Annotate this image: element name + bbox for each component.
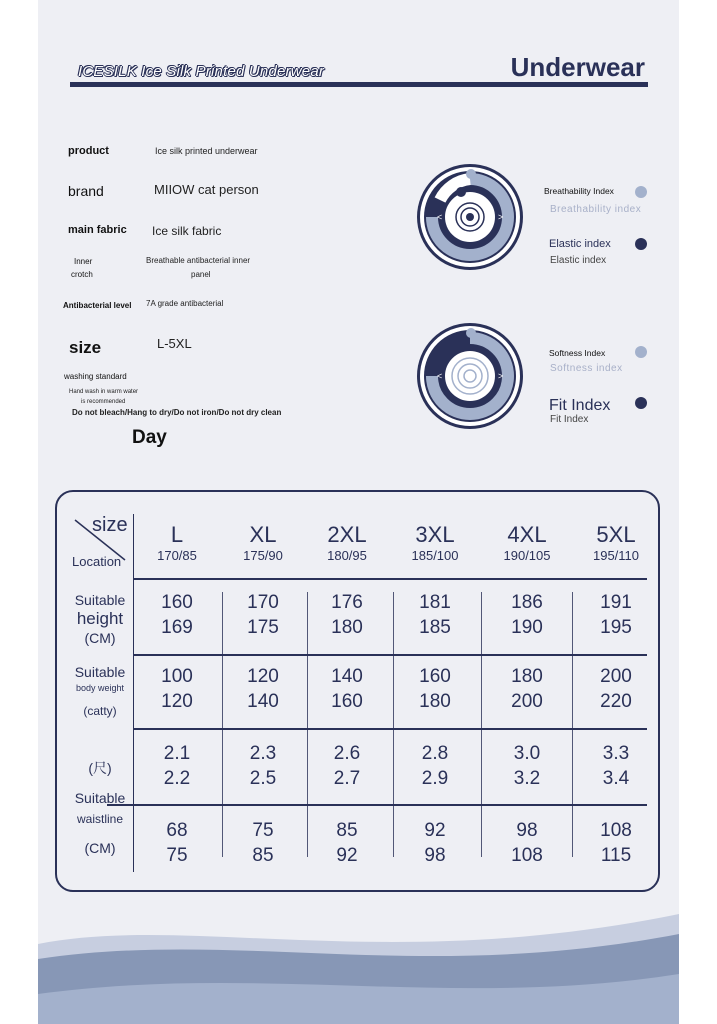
row-label-weight-3: (catty) xyxy=(83,704,117,718)
washing-label: washing standard xyxy=(64,372,127,381)
softness-dot xyxy=(635,346,647,358)
brand-value: MIIOW cat person xyxy=(154,182,259,197)
size-label: size xyxy=(69,338,102,357)
header-brand: Underwear xyxy=(510,52,645,82)
corner-size-label: size xyxy=(92,514,128,536)
table-cell: 200 220 xyxy=(600,666,632,712)
column-header-5xl xyxy=(576,522,656,563)
table-cell: 160 169 xyxy=(161,592,193,638)
table-cell: 3.0 3.2 xyxy=(513,743,541,789)
column-measure: 175/90 xyxy=(243,548,283,563)
column-size: L xyxy=(170,522,184,547)
crotch-value-2: panel xyxy=(191,270,211,279)
fit-dot xyxy=(635,397,647,409)
header-row-divider xyxy=(133,578,647,580)
breathability-elastic-dial-icon xyxy=(415,162,525,272)
table-cell: 186 190 xyxy=(511,592,543,638)
table-cell: 2.3 2.5 xyxy=(249,743,277,789)
header-divider xyxy=(70,82,648,87)
elastic-dot xyxy=(635,238,647,250)
washing-note-1: Hand wash in warm water xyxy=(69,389,139,395)
table-cell: 98 108 xyxy=(511,820,543,866)
breathability-index-label: Breathability Index xyxy=(544,186,614,196)
fit-index-label: Fit Index xyxy=(549,397,611,414)
svg-text:<: < xyxy=(437,212,443,222)
table-cell: 2.6 2.7 xyxy=(333,743,361,789)
table-cell: 170 175 xyxy=(247,592,279,638)
row-label-height-2: height xyxy=(76,609,124,628)
size-value: L-5XL xyxy=(157,336,192,351)
softness-ghost-label: Softness index xyxy=(550,363,623,374)
table-cell: 2.1 2.2 xyxy=(163,743,191,789)
row-divider-3 xyxy=(107,804,647,806)
antibacterial-value: 7A grade antibacterial xyxy=(146,299,224,308)
table-cell: 176 180 xyxy=(331,592,363,638)
row-label-waist-2: (CM) xyxy=(84,840,116,856)
column-divider xyxy=(572,592,573,857)
row-label-weight-1: Suitable xyxy=(74,664,126,680)
svg-text:>: > xyxy=(498,212,504,222)
elastic-ghost-label: Elastic index xyxy=(550,255,607,266)
column-divider xyxy=(481,592,482,857)
table-cell: 75 85 xyxy=(252,820,274,866)
washing-rules: Do not bleach/Hang to dry/Do not iron/Do not dry clean xyxy=(72,408,282,417)
table-cell: 191 195 xyxy=(600,592,632,638)
svg-text:>: > xyxy=(498,371,504,381)
column-measure: 195/110 xyxy=(592,548,640,563)
softness-fit-dial-icon xyxy=(415,321,525,431)
header-title: ICESILK Ice Silk Printed Underwear xyxy=(78,63,325,80)
fabric-value: Ice silk fabric xyxy=(152,224,222,238)
bottom-wave-decoration xyxy=(38,914,679,1024)
column-size: 4XL xyxy=(507,522,547,547)
table-cell: 140 160 xyxy=(331,666,363,712)
row-divider-2 xyxy=(133,728,647,730)
product-label: product xyxy=(68,145,109,157)
row-label-height-3: (CM) xyxy=(84,630,116,646)
crotch-value-1: Breathable antibacterial inner xyxy=(146,256,251,265)
column-header-xl xyxy=(223,522,303,563)
column-size: 5XL xyxy=(596,522,636,547)
row-label-waist-1: waistline xyxy=(76,812,124,826)
row-label-height-1: Suitable xyxy=(74,592,126,608)
column-size: 3XL xyxy=(415,522,455,547)
column-measure: 170/85 xyxy=(157,548,197,563)
softness-index-label: Softness Index xyxy=(549,348,606,358)
table-cell: 68 75 xyxy=(166,820,188,866)
table-cell: 2.8 2.9 xyxy=(421,743,449,789)
brand-label: brand xyxy=(68,183,104,199)
washing-note-2: is recommended xyxy=(81,399,126,405)
table-cell: 100 120 xyxy=(161,666,193,712)
breathability-ghost-label: Breathability index xyxy=(550,204,642,215)
table-cell: 3.3 3.4 xyxy=(602,743,630,789)
table-cell: 181 185 xyxy=(419,592,451,638)
column-measure: 190/105 xyxy=(503,548,551,563)
day-text: Day xyxy=(132,427,167,448)
table-cell: 160 180 xyxy=(419,666,451,712)
table-cell: 85 92 xyxy=(336,820,358,866)
table-cell: 108 115 xyxy=(600,820,632,866)
column-divider xyxy=(393,592,394,857)
row-label-suitable: Suitable xyxy=(74,790,126,806)
row-label-chi: (尺) xyxy=(88,760,112,776)
table-cell: 180 200 xyxy=(511,666,543,712)
table-cell: 92 98 xyxy=(424,820,446,866)
column-header-4xl xyxy=(487,522,567,563)
antibacterial-label: Antibacterial level xyxy=(63,301,132,310)
column-header-2xl xyxy=(307,522,387,563)
crotch-label-1: Inner xyxy=(74,257,93,266)
table-cell: 120 140 xyxy=(247,666,279,712)
product-detail-page xyxy=(38,0,679,1024)
column-size: 2XL xyxy=(327,522,367,547)
column-header-3xl xyxy=(395,522,475,563)
column-measure: 185/100 xyxy=(411,548,459,563)
svg-text:<: < xyxy=(437,371,443,381)
column-size: XL xyxy=(249,522,277,547)
row-label-weight-2: body weight xyxy=(75,683,125,693)
column-measure: 180/95 xyxy=(327,548,367,563)
size-chart-table xyxy=(55,490,660,892)
column-header-l xyxy=(137,522,217,563)
fit-small-label: Fit Index xyxy=(550,414,589,425)
elastic-index-label: Elastic index xyxy=(549,238,611,250)
product-value: Ice silk printed underwear xyxy=(155,146,258,156)
crotch-label-2: crotch xyxy=(71,270,93,279)
breathability-dot xyxy=(635,186,647,198)
fabric-label: main fabric xyxy=(68,224,127,236)
corner-location-label: Location xyxy=(72,554,122,569)
row-divider-1 xyxy=(133,654,647,656)
